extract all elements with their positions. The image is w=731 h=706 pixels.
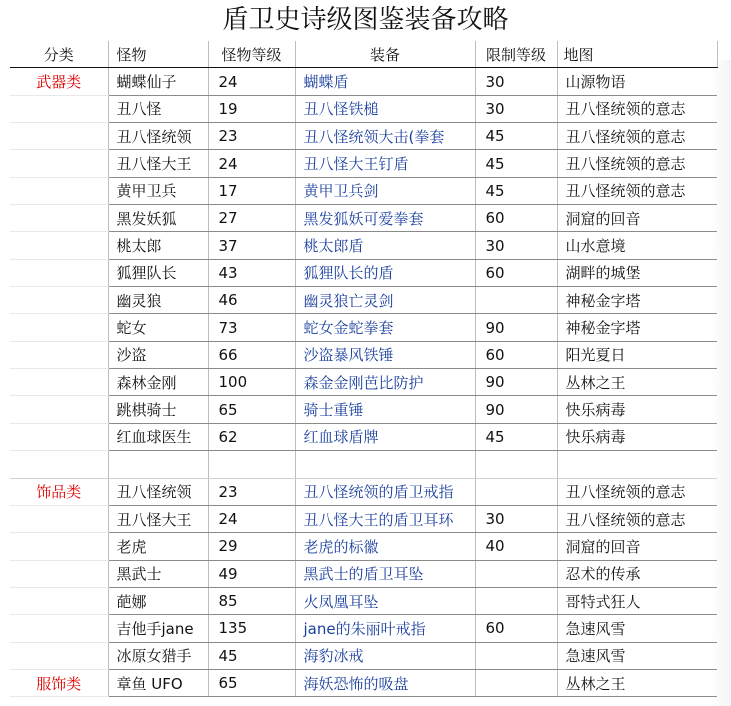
category-cell: [10, 615, 108, 642]
monster-level-cell: 24: [208, 150, 295, 177]
limit-level-cell: 45: [475, 177, 557, 204]
equipment-cell: 黑发狐妖可爱拳套: [295, 205, 475, 232]
limit-level-cell: 90: [475, 314, 557, 341]
map-cell: 洞窟的回音: [557, 533, 717, 560]
monster-level-cell: 43: [208, 259, 295, 286]
map-cell: 丑八怪统领的意志: [557, 177, 717, 204]
limit-level-cell: [475, 587, 557, 614]
limit-level-cell: [475, 642, 557, 669]
equipment-cell: [295, 451, 475, 478]
table-row: [10, 314, 717, 341]
category-cell: [10, 369, 108, 396]
equipment-cell: 蝴蝶盾: [295, 68, 475, 95]
monster-cell: 森林金刚: [108, 369, 208, 396]
category-cell: [10, 287, 108, 314]
category-cell: [10, 642, 108, 669]
header-monster: 怪物: [108, 41, 208, 68]
table-row: [10, 478, 717, 505]
monster-level-cell: 29: [208, 533, 295, 560]
limit-level-cell: 60: [475, 259, 557, 286]
monster-level-cell: 27: [208, 205, 295, 232]
map-cell: 山水意境: [557, 232, 717, 259]
map-cell: 阳光夏日: [557, 341, 717, 368]
table-row: [10, 369, 717, 396]
map-cell: 湖畔的城堡: [557, 259, 717, 286]
monster-cell: 吉他手jane: [108, 615, 208, 642]
table-row: [10, 259, 717, 286]
limit-level-cell: 40: [475, 533, 557, 560]
category-cell: [10, 177, 108, 204]
page-title: 盾卫史诗级图鉴装备攻略: [222, 5, 509, 35]
monster-level-cell: 23: [208, 478, 295, 505]
table-row: [10, 642, 717, 669]
equipment-cell: 沙盗暴风铁锤: [295, 341, 475, 368]
map-cell: 丛林之王: [557, 369, 717, 396]
monster-cell: 丑八怪大王: [108, 150, 208, 177]
equipment-cell: 丑八怪大王的盾卫耳环: [295, 505, 475, 532]
equipment-cell: 蛇女金蛇拳套: [295, 314, 475, 341]
monster-cell: 丑八怪大王: [108, 505, 208, 532]
map-cell: [557, 451, 717, 478]
monster-level-cell: 46: [208, 287, 295, 314]
monster-cell: 黑发妖狐: [108, 205, 208, 232]
table-row: [10, 396, 717, 423]
monster-level-cell: 65: [208, 669, 295, 696]
limit-level-cell: 45: [475, 123, 557, 150]
equipment-cell: 黑武士的盾卫耳坠: [295, 560, 475, 587]
category-cell: [10, 232, 108, 259]
monster-cell: 沙盗: [108, 341, 208, 368]
table-row: [10, 341, 717, 368]
equipment-cell: 红血球盾牌: [295, 423, 475, 450]
monster-level-cell: 85: [208, 587, 295, 614]
equipment-cell: 狐狸队长的盾: [295, 259, 475, 286]
map-cell: 丑八怪统领的意志: [557, 123, 717, 150]
category-cell: [10, 205, 108, 232]
map-cell: 丑八怪统领的意志: [557, 505, 717, 532]
monster-cell: 老虎: [108, 533, 208, 560]
table-row: [10, 123, 717, 150]
monster-level-cell: 37: [208, 232, 295, 259]
table-row: [10, 451, 717, 478]
limit-level-cell: 90: [475, 369, 557, 396]
monster-level-cell: 24: [208, 505, 295, 532]
equipment-cell: 老虎的标徽: [295, 533, 475, 560]
category-cell: [10, 533, 108, 560]
limit-level-cell: 60: [475, 615, 557, 642]
monster-cell: 跳棋骑士: [108, 396, 208, 423]
monster-level-cell: 49: [208, 560, 295, 587]
equipment-cell: 黄甲卫兵剑: [295, 177, 475, 204]
equipment-cell: jane的朱丽叶戒指: [295, 615, 475, 642]
equipment-cell: 海豹冰戒: [295, 642, 475, 669]
map-cell: 洞窟的回音: [557, 205, 717, 232]
limit-level-cell: 90: [475, 396, 557, 423]
monster-cell: 丑八怪统领: [108, 478, 208, 505]
category-cell: 服饰类: [10, 669, 108, 696]
map-cell: 忍术的传承: [557, 560, 717, 587]
monster-cell: 黄甲卫兵: [108, 177, 208, 204]
category-cell: [10, 451, 108, 478]
header-map: 地图: [557, 41, 717, 68]
category-cell: [10, 314, 108, 341]
monster-cell: 蝴蝶仙子: [108, 68, 208, 95]
table-row: [10, 95, 717, 122]
map-cell: 急速风雪: [557, 615, 717, 642]
limit-level-cell: [475, 478, 557, 505]
table-row: [10, 533, 717, 560]
limit-level-cell: 30: [475, 68, 557, 95]
equipment-cell: 丑八怪铁槌: [295, 95, 475, 122]
monster-level-cell: 23: [208, 123, 295, 150]
map-cell: 急速风雪: [557, 642, 717, 669]
monster-cell: 桃太郎: [108, 232, 208, 259]
header-monster-level: 怪物等级: [208, 41, 295, 68]
monster-level-cell: 135: [208, 615, 295, 642]
limit-level-cell: 45: [475, 423, 557, 450]
monster-cell: 章鱼 UFO: [108, 669, 208, 696]
map-cell: 哥特式狂人: [557, 587, 717, 614]
monster-level-cell: 19: [208, 95, 295, 122]
monster-cell: 葩娜: [108, 587, 208, 614]
category-cell: 饰品类: [10, 478, 108, 505]
category-cell: [10, 396, 108, 423]
category-cell: [10, 505, 108, 532]
monster-level-cell: [208, 451, 295, 478]
limit-level-cell: [475, 287, 557, 314]
monster-level-cell: 66: [208, 341, 295, 368]
limit-level-cell: 30: [475, 505, 557, 532]
table-row: [10, 560, 717, 587]
equipment-cell: 丑八怪大王钉盾: [295, 150, 475, 177]
category-cell: [10, 123, 108, 150]
header-equipment: 装备: [295, 41, 475, 68]
table-row: [10, 150, 717, 177]
equipment-cell: 森金金刚芭比防护: [295, 369, 475, 396]
equipment-cell: 丑八怪统领大击(拳套: [295, 123, 475, 150]
map-cell: 山源物语: [557, 68, 717, 95]
map-cell: 神秘金字塔: [557, 314, 717, 341]
category-cell: [10, 560, 108, 587]
monster-level-cell: 45: [208, 642, 295, 669]
map-cell: 丑八怪统领的意志: [557, 478, 717, 505]
equipment-cell: 桃太郎盾: [295, 232, 475, 259]
monster-cell: [108, 451, 208, 478]
limit-level-cell: 60: [475, 205, 557, 232]
limit-level-cell: [475, 451, 557, 478]
table-row: [10, 205, 717, 232]
limit-level-cell: [475, 560, 557, 587]
map-cell: 丑八怪统领的意志: [557, 150, 717, 177]
edge-shade: [711, 60, 731, 706]
equipment-table: [10, 41, 718, 697]
category-cell: [10, 423, 108, 450]
monster-level-cell: 73: [208, 314, 295, 341]
table-row: [10, 68, 717, 95]
equipment-cell: 丑八怪统领的盾卫戒指: [295, 478, 475, 505]
category-cell: [10, 587, 108, 614]
table-row: [10, 177, 717, 204]
equipment-cell: 幽灵狼亡灵剑: [295, 287, 475, 314]
table-row: [10, 587, 717, 614]
table-header-row: [10, 41, 717, 68]
monster-level-cell: 17: [208, 177, 295, 204]
map-cell: 丛林之王: [557, 669, 717, 696]
monster-level-cell: 24: [208, 68, 295, 95]
monster-cell: 蛇女: [108, 314, 208, 341]
map-cell: 快乐病毒: [557, 396, 717, 423]
table-row: [10, 287, 717, 314]
limit-level-cell: [475, 669, 557, 696]
limit-level-cell: 45: [475, 150, 557, 177]
monster-cell: 黑武士: [108, 560, 208, 587]
category-cell: 武器类: [10, 68, 108, 95]
table-row: [10, 232, 717, 259]
monster-level-cell: 100: [208, 369, 295, 396]
table-row: [10, 669, 717, 696]
category-cell: [10, 341, 108, 368]
map-cell: 丑八怪统领的意志: [557, 95, 717, 122]
table-row: [10, 505, 717, 532]
table-row: [10, 615, 717, 642]
map-cell: 神秘金字塔: [557, 287, 717, 314]
monster-cell: 冰原女猎手: [108, 642, 208, 669]
monster-cell: 幽灵狼: [108, 287, 208, 314]
monster-level-cell: 65: [208, 396, 295, 423]
table-row: [10, 423, 717, 450]
limit-level-cell: 30: [475, 95, 557, 122]
category-cell: [10, 150, 108, 177]
header-category: 分类: [10, 41, 108, 68]
header-limit-level: 限制等级: [475, 41, 557, 68]
monster-cell: 红血球医生: [108, 423, 208, 450]
limit-level-cell: 60: [475, 341, 557, 368]
map-cell: 快乐病毒: [557, 423, 717, 450]
equipment-cell: 火凤凰耳坠: [295, 587, 475, 614]
equipment-cell: 骑士重锤: [295, 396, 475, 423]
monster-level-cell: 62: [208, 423, 295, 450]
equipment-cell: 海妖恐怖的吸盘: [295, 669, 475, 696]
monster-cell: 丑八怪统领: [108, 123, 208, 150]
category-cell: [10, 95, 108, 122]
category-cell: [10, 259, 108, 286]
monster-cell: 狐狸队长: [108, 259, 208, 286]
monster-cell: 丑八怪: [108, 95, 208, 122]
limit-level-cell: 30: [475, 232, 557, 259]
